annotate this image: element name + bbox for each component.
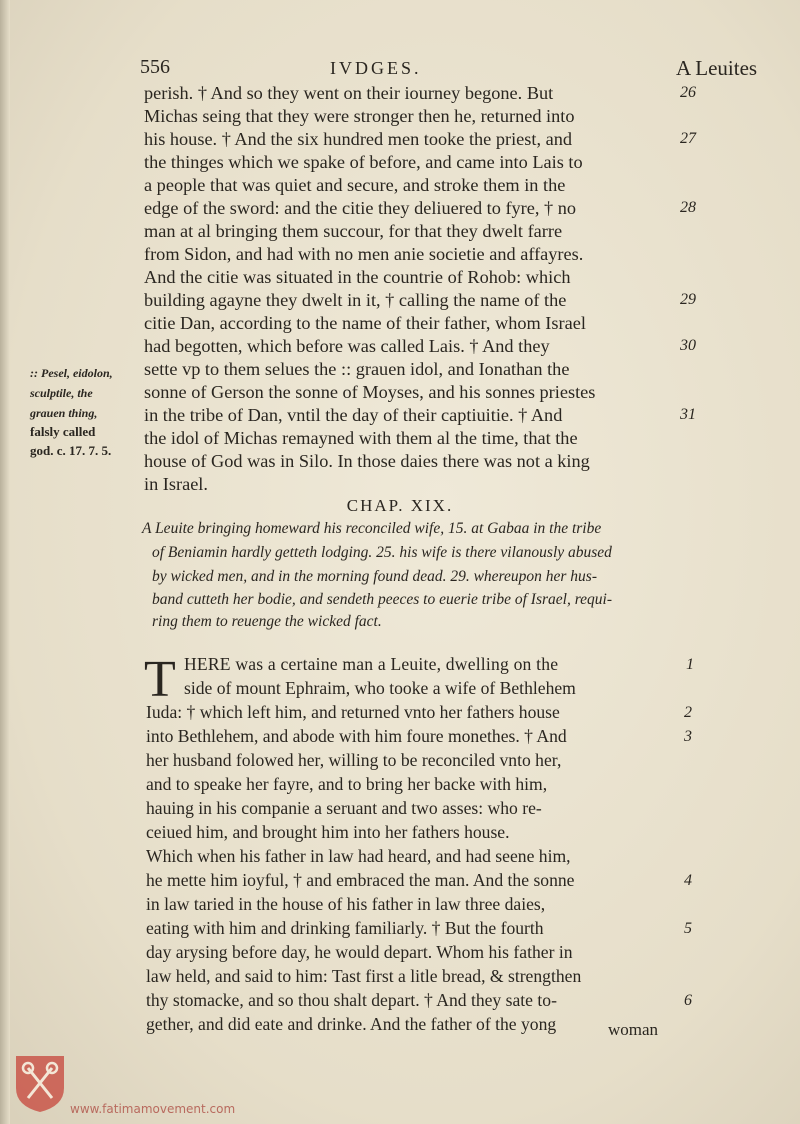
text-line: building agayne they dwelt in it, † calling the name of the bbox=[144, 290, 567, 310]
text-line: the thinges which we spake of before, and came into Lais to bbox=[144, 152, 583, 172]
text-line: man at al bringing them succour, for that they dwelt farre bbox=[144, 221, 563, 241]
margin-note-line: grauen thing, bbox=[30, 406, 98, 420]
text-line: sette vp to them selues the :: grauen idol, and Ionathan the bbox=[144, 359, 570, 379]
body-line: and to speake her fayre, and to bring her backe with him, bbox=[146, 774, 548, 794]
body-line: Iuda: † which left him, and returned vnto her fathers house bbox=[146, 702, 560, 722]
section-title: A Leuites bbox=[676, 56, 758, 80]
text-line: in Israel. bbox=[144, 474, 208, 494]
text-line: And the citie was situated in the countrie of Rohob: which bbox=[144, 267, 571, 287]
body-line: thy stomacke, and so thou shalt depart. † And they sate to- bbox=[146, 990, 557, 1010]
text-line: his house. † And the six hundred men tooke the priest, and bbox=[144, 129, 573, 149]
papal-keys-emblem-icon bbox=[14, 1054, 66, 1114]
verse-number: 27 bbox=[680, 130, 696, 147]
verse-number: 30 bbox=[680, 337, 696, 354]
book-title: IVDGES. bbox=[330, 58, 422, 78]
text-line: Michas seing that they were stronger then he, returned into bbox=[144, 106, 575, 126]
summary-line: A Leuite bringing homeward his reconciled wife, 15. at Gabaa in the tribe bbox=[142, 520, 602, 537]
verse-number: 28 bbox=[680, 199, 696, 216]
body-line: he mette him ioyful, † and embraced the man. And the sonne bbox=[146, 870, 575, 890]
catch-word: woman bbox=[608, 1020, 659, 1039]
body-line: side of mount Ephraim, who tooke a wife of Bethlehem bbox=[184, 678, 576, 698]
text-line: house of God was in Silo. In those daies there was not a king bbox=[144, 451, 590, 471]
page-number: 556 bbox=[140, 56, 170, 78]
text-line: perish. † And so they went on their iourney begone. But bbox=[144, 83, 554, 103]
margin-note-reference: god. c. 17. 7. 5. bbox=[30, 443, 112, 458]
running-head bbox=[0, 56, 800, 84]
body-line: hauing in his companie a seruant and two asses: who re- bbox=[146, 798, 542, 818]
body-line: her husband folowed her, willing to be reconciled vnto her, bbox=[146, 750, 562, 770]
page-edge bbox=[0, 0, 10, 1124]
summary-line: ring them to reuenge the wicked fact. bbox=[152, 613, 382, 630]
body-line: into Bethlehem, and abode with him foure monethes. † And bbox=[146, 726, 567, 746]
text-line: the idol of Michas remayned with them al the time, that the bbox=[144, 428, 578, 448]
body-line: in law taried in the house of his father in law three daies, bbox=[146, 894, 546, 914]
text-line: a people that was quiet and secure, and stroke them in the bbox=[144, 175, 566, 195]
body-line: Which when his father in law had heard, and had seene him, bbox=[146, 846, 571, 866]
text-line: had begotten, which before was called Lais. † And they bbox=[144, 336, 550, 356]
body-line: day arysing before day, he would depart. Whom his father in bbox=[146, 942, 573, 962]
text-line: edge of the sword: and the citie they deliuered to fyre, † no bbox=[144, 198, 577, 218]
summary-line: band cutteth her bodie, and sendeth peeces to euerie tribe of Israel, requi- bbox=[152, 591, 613, 608]
text-line: from Sidon, and had with no men anie societie and affayres. bbox=[144, 244, 584, 264]
body-line: eating with him and drinking familiarly. † But the fourth bbox=[146, 918, 544, 938]
verse-number: 3 bbox=[684, 728, 692, 745]
text-line: in the tribe of Dan, vntil the day of their captiuitie. † And bbox=[144, 405, 563, 425]
verse-number: 31 bbox=[680, 406, 696, 423]
verse-number: 26 bbox=[680, 84, 696, 101]
margin-note-line: falsly called bbox=[30, 424, 96, 439]
verse-number: 6 bbox=[684, 992, 692, 1009]
margin-note-line: :: Pesel, eidolon, bbox=[30, 366, 113, 380]
text-line: sonne of Gerson the sonne of Moyses, and his sonnes priestes bbox=[144, 382, 596, 402]
verse-number: 4 bbox=[684, 872, 692, 889]
margin-note-line: sculptile, the bbox=[30, 386, 93, 400]
chapter-heading: CHAP. XIX. bbox=[346, 496, 454, 515]
verse-number: 1 bbox=[686, 656, 694, 673]
body-first-line: HERE was a certaine man a Leuite, dwelling on the bbox=[184, 654, 559, 674]
watermark-url-link[interactable]: www.fatimamovement.com bbox=[70, 1102, 236, 1116]
body-line: gether, and did eate and drinke. And the father of the yong bbox=[146, 1014, 557, 1034]
verse-number: 2 bbox=[684, 704, 692, 721]
verse-number: 5 bbox=[684, 920, 692, 937]
verse-number: 29 bbox=[680, 291, 696, 308]
body-line: law held, and said to him: Tast first a litle bread, & strengthen bbox=[146, 966, 582, 986]
body-line: ceiued him, and brought him into her fathers house. bbox=[146, 822, 510, 842]
text-line: citie Dan, according to the name of their father, whom Israel bbox=[144, 313, 586, 333]
summary-line: of Beniamin hardly getteth lodging. 25. his wife is there vilanously abused bbox=[152, 544, 612, 561]
drop-cap: T bbox=[144, 651, 176, 708]
summary-line: by wicked men, and in the morning found dead. 29. whereupon her hus- bbox=[152, 568, 597, 585]
